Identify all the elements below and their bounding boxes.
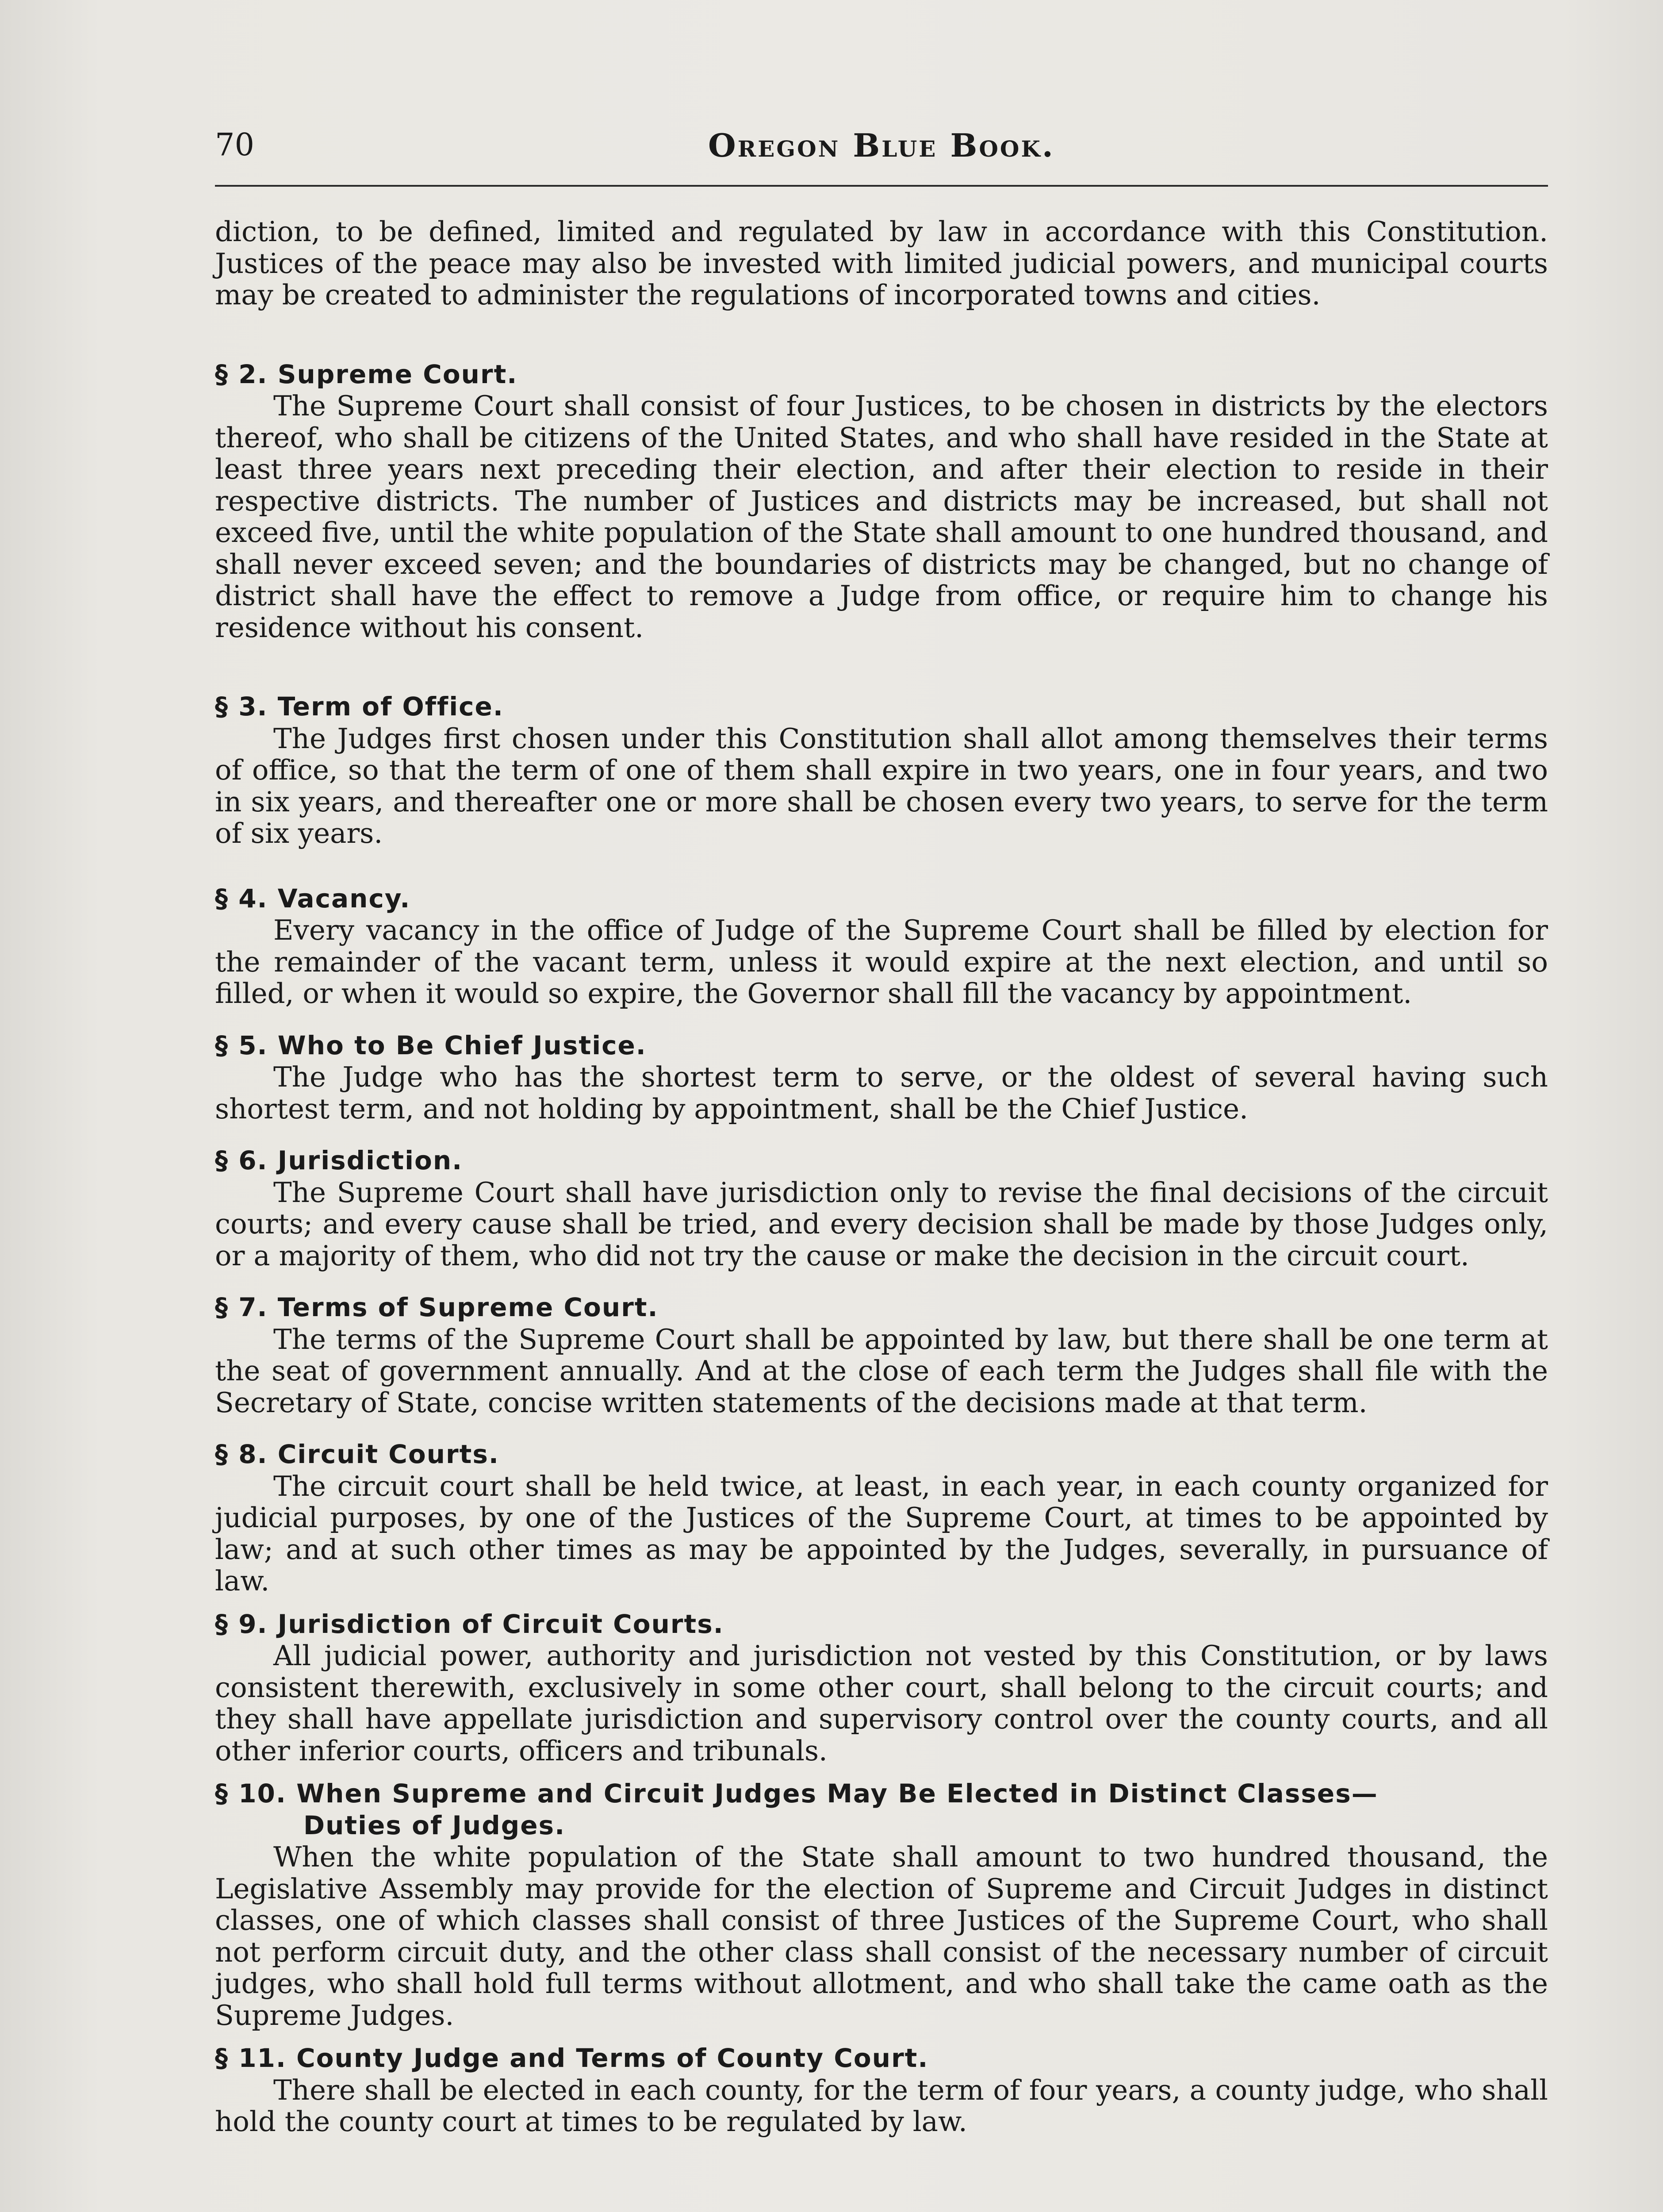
section-heading: § 11. County Judge and Terms of County Court. bbox=[215, 2043, 929, 2073]
section-body: The Judges first chosen under this Constitution shall allot among themselves their terms of office, so that the term of one of them shall expire in two years, one in four years, and two in six years, and thereafter one or more shall be chosen every two years, to serve for the term of six years. bbox=[215, 722, 1548, 849]
header-rule bbox=[215, 185, 1548, 187]
section-10 bbox=[215, 1778, 1548, 2031]
section-9 bbox=[215, 1609, 1548, 1767]
section-2 bbox=[215, 359, 1548, 644]
page-header bbox=[215, 123, 1548, 176]
page-number: 70 bbox=[215, 127, 255, 163]
continuation-paragraph: diction, to be defined, limited and regulated by law in accordance with this Constitution. Justices of the peace may also be invested with limited judicial powers, and municipal courts may be created to administer the regulations of incorporated towns and cities. bbox=[215, 215, 1548, 311]
section-7 bbox=[215, 1292, 1548, 1418]
section-heading-continuation: Duties of Judges. bbox=[303, 1810, 566, 1840]
section-heading: § 9. Jurisdiction of Circuit Courts. bbox=[215, 1609, 724, 1639]
section-heading: § 6. Jurisdiction. bbox=[215, 1145, 463, 1175]
section-body: Every vacancy in the office of Judge of the Supreme Court shall be filled by election for the remainder of the vacant term, unless it would expire at the next election, and until so filled, or when it would so expire, the Governor shall fill the vacancy by appointment. bbox=[215, 914, 1548, 1010]
section-11 bbox=[215, 2043, 1548, 2138]
section-body: There shall be elected in each county, for the term of four years, a county judge, who shall hold the county court at times to be regulated by law. bbox=[215, 2074, 1548, 2138]
section-4 bbox=[215, 883, 1548, 1010]
section-heading: § 5. Who to Be Chief Justice. bbox=[215, 1030, 647, 1060]
section-body: The Supreme Court shall consist of four Justices, to be chosen in districts by the electors thereof, who shall be citizens of the United States, and who shall have resided in the State at least three years next preceding their election, and after their election to reside in their respective districts. The number of Justices and districts may be increased, but shall not exceed five, until the white population of the State shall amount to one hundred thousand, and shall never exceed seven; and the boundaries of districts may be changed, but no change of district shall have the effect to remove a Judge from office, or require him to change his residence without his consent. bbox=[215, 390, 1548, 644]
section-heading: § 3. Term of Office. bbox=[215, 691, 504, 722]
section-8 bbox=[215, 1439, 1548, 1597]
section-3 bbox=[215, 691, 1548, 849]
running-head: Oregon Blue Book. bbox=[708, 127, 1055, 164]
section-5 bbox=[215, 1030, 1548, 1125]
section-body: The circuit court shall be held twice, at least, in each year, in each county organized for judicial purposes, by one of the Justices of the Supreme Court, at times to be appointed by law; and at such other times as may be appointed by the Judges, severally, in pursuance of law. bbox=[215, 1470, 1548, 1597]
section-body: The Supreme Court shall have jurisdiction only to revise the final decisions of the circuit courts; and every cause shall be tried, and every decision shall be made by those Judges only, or a majority of them, who did not try the cause or make the decision in the circuit court. bbox=[215, 1176, 1548, 1272]
section-heading: § 7. Terms of Supreme Court. bbox=[215, 1292, 659, 1322]
section-heading: § 8. Circuit Courts. bbox=[215, 1439, 499, 1469]
section-body: The terms of the Supreme Court shall be appointed by law, but there shall be one term at the seat of government annually. And at the close of each term the Judges shall file with the Secretary of State, concise written statements of the decisions made at that term. bbox=[215, 1323, 1548, 1419]
section-body: The Judge who has the shortest term to serve, or the oldest of several having such shortest term, and not holding by appointment, shall be the Chief Justice. bbox=[215, 1061, 1548, 1125]
section-body: When the white population of the State shall amount to two hundred thousand, the Legislative Assembly may provide for the election of Supreme and Circuit Judges in distinct classes, one of which classes shall consist of three Justices of the Supreme Court, who shall not perform circuit duty, and the other class shall consist of the necessary number of circuit judges, who shall hold full terms without allotment, and who shall take the came oath as the Supreme Judges. bbox=[215, 1841, 1548, 2032]
section-heading bbox=[215, 1778, 1548, 1841]
section-heading: § 4. Vacancy. bbox=[215, 883, 411, 914]
section-heading-line: § 10. When Supreme and Circuit Judges May Be Elected in Distinct Classes— bbox=[215, 1778, 1378, 1809]
section-heading: § 2. Supreme Court. bbox=[215, 359, 518, 389]
section-body: All judicial power, authority and jurisdiction not vested by this Constitution, or by laws consistent therewith, exclusively in some other court, shall belong to the circuit courts; and they shall have appellate jurisdiction and supervisory control over the county courts, and all other inferior courts, officers and tribunals. bbox=[215, 1640, 1548, 1767]
page-body bbox=[215, 216, 1548, 2138]
section-6 bbox=[215, 1145, 1548, 1271]
